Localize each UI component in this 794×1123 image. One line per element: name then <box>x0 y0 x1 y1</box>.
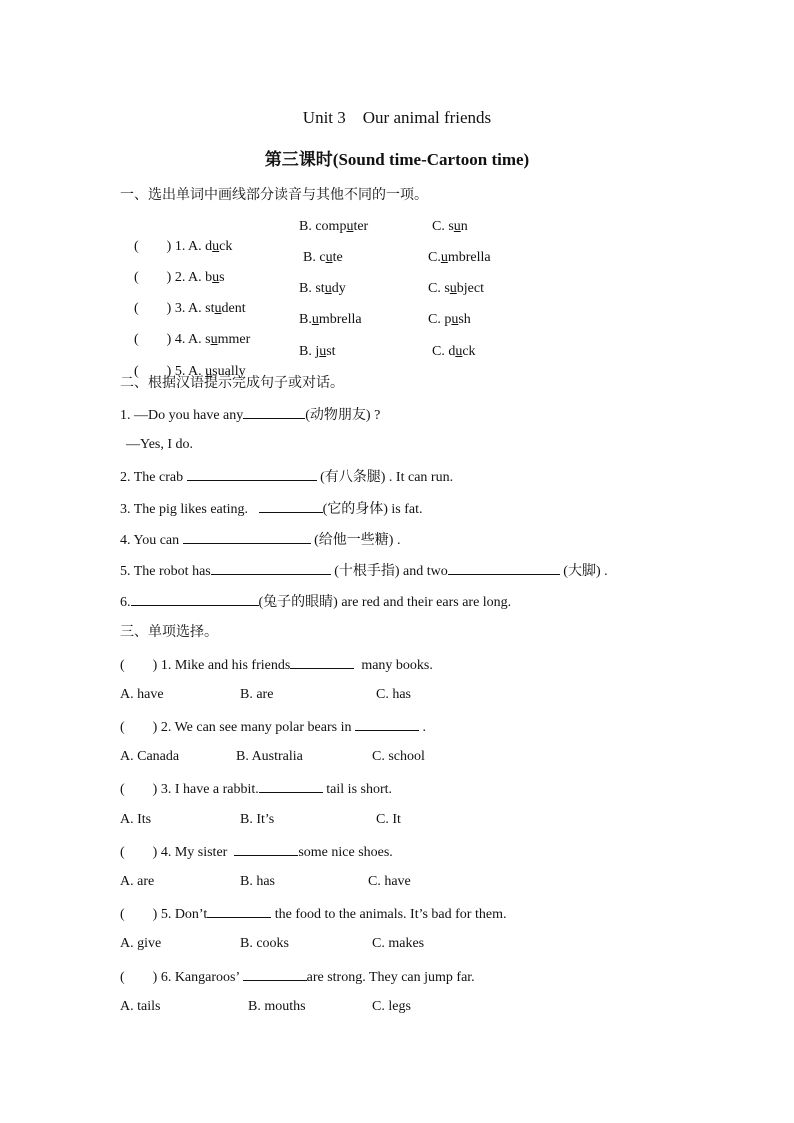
option-b: B. cute <box>303 250 343 265</box>
section-2-heading: 二、根据汉语提示完成句子或对话。 <box>120 375 344 391</box>
s2-question-2: 2. The crab (有八条腿) . It can run. <box>120 466 453 486</box>
answer-blank[interactable] <box>290 654 354 669</box>
option-b: B. are <box>240 687 274 702</box>
option-c: C.umbrella <box>428 250 491 265</box>
option-b: B. mouths <box>248 999 306 1014</box>
s1-question-2: ( ) 2. A. bus B. cute C.umbrella <box>134 250 491 285</box>
option-a: A. are <box>120 874 155 889</box>
s3-options-3 <box>120 810 401 830</box>
s2-question-1-reply: —Yes, I do. <box>126 437 194 452</box>
option-c: C. has <box>376 687 411 702</box>
lesson-subtitle: 第三课时(Sound time-Cartoon time) <box>264 150 530 169</box>
s1-question-1: ( ) 1. A. duck B. computer C. sun <box>134 219 468 254</box>
s3-question-4: ( ) 4. My sister some nice shoes. <box>120 841 393 861</box>
option-b: B. study <box>299 281 346 296</box>
option-c: C. push <box>428 312 471 327</box>
answer-blank[interactable] <box>355 716 419 731</box>
answer-blank[interactable] <box>187 466 317 481</box>
question-number: ( ) 3. A. <box>134 301 202 316</box>
s3-question-6: ( ) 6. Kangaroos’ are strong. They can jump far. <box>120 966 475 986</box>
s3-options-1 <box>120 685 411 705</box>
option-c: C. It <box>376 812 401 827</box>
answer-blank[interactable] <box>131 591 259 606</box>
s2-question-3: 3. The pig likes eating. (它的身体) is fat. <box>120 498 423 518</box>
answer-blank[interactable] <box>243 404 305 419</box>
s3-options-5 <box>120 934 425 954</box>
answer-blank[interactable] <box>183 529 311 544</box>
s2-question-6: 6. (兔子的眼睛) are red and their ears are long. <box>120 591 511 611</box>
option-b: B. has <box>240 874 275 889</box>
section-3-heading: 三、单项选择。 <box>120 624 218 640</box>
option-a: A. Canada <box>120 749 180 764</box>
s1-question-5: ( ) 5. A. usually B. just C. duck <box>134 344 476 379</box>
option-a: A. tails <box>120 999 161 1014</box>
s2-question-1: 1. —Do you have any (动物朋友) ? <box>120 404 380 424</box>
option-b: B. It’s <box>240 812 275 827</box>
option-a: A. have <box>120 687 164 702</box>
s3-question-3: ( ) 3. I have a rabbit. tail is short. <box>120 778 392 798</box>
option-a: A. Its <box>120 812 152 827</box>
s3-question-1: ( ) 1. Mike and his friends many books. <box>120 654 433 674</box>
answer-blank[interactable] <box>234 841 298 856</box>
s3-options-4 <box>120 872 411 892</box>
question-number: ( ) 2. A. <box>134 270 202 285</box>
s3-question-2: ( ) 2. We can see many polar bears in . <box>120 716 426 736</box>
option-b: B. just <box>299 344 336 359</box>
answer-blank[interactable] <box>259 778 323 793</box>
option-c: C. duck <box>432 344 476 359</box>
option-c: C. legs <box>372 999 411 1014</box>
s3-question-5: ( ) 5. Don’t the food to the animals. It’s bad for them. <box>120 903 506 923</box>
s3-options-2 <box>120 747 425 767</box>
option-a: A. give <box>120 936 162 951</box>
option-b: B. cooks <box>240 936 289 951</box>
section-1-heading: 一、选出单词中画线部分读音与其他不同的一项。 <box>120 187 428 203</box>
s1-question-3: ( ) 3. A. student B. study C. subject <box>134 281 485 316</box>
option-b: B. Australia <box>236 749 303 764</box>
answer-blank[interactable] <box>211 560 331 575</box>
option-c: C. have <box>368 874 411 889</box>
question-number: ( ) 5. A. <box>134 364 202 379</box>
s2-question-4: 4. You can (给他一些糖) . <box>120 529 400 549</box>
answer-blank[interactable] <box>207 903 271 918</box>
option-c: C. school <box>372 749 425 764</box>
s1-question-4: ( ) 4. A. summer B.umbrella C. push <box>134 312 471 347</box>
option-b: B.umbrella <box>299 312 362 327</box>
answer-blank[interactable] <box>243 966 307 981</box>
answer-blank[interactable] <box>259 498 323 513</box>
unit-title: Unit 3 Our animal friends <box>302 108 492 127</box>
s2-question-5: 5. The robot has (十根手指) and two (大脚) . <box>120 560 608 580</box>
answer-blank[interactable] <box>448 560 560 575</box>
question-number: ( ) 4. A. <box>134 332 202 347</box>
option-c: C. makes <box>372 936 425 951</box>
question-number: ( ) 1. A. <box>134 239 202 254</box>
s3-options-6 <box>120 997 411 1017</box>
option-c: C. subject <box>428 281 485 296</box>
option-c: C. sun <box>432 219 468 234</box>
option-b: B. computer <box>299 219 369 234</box>
